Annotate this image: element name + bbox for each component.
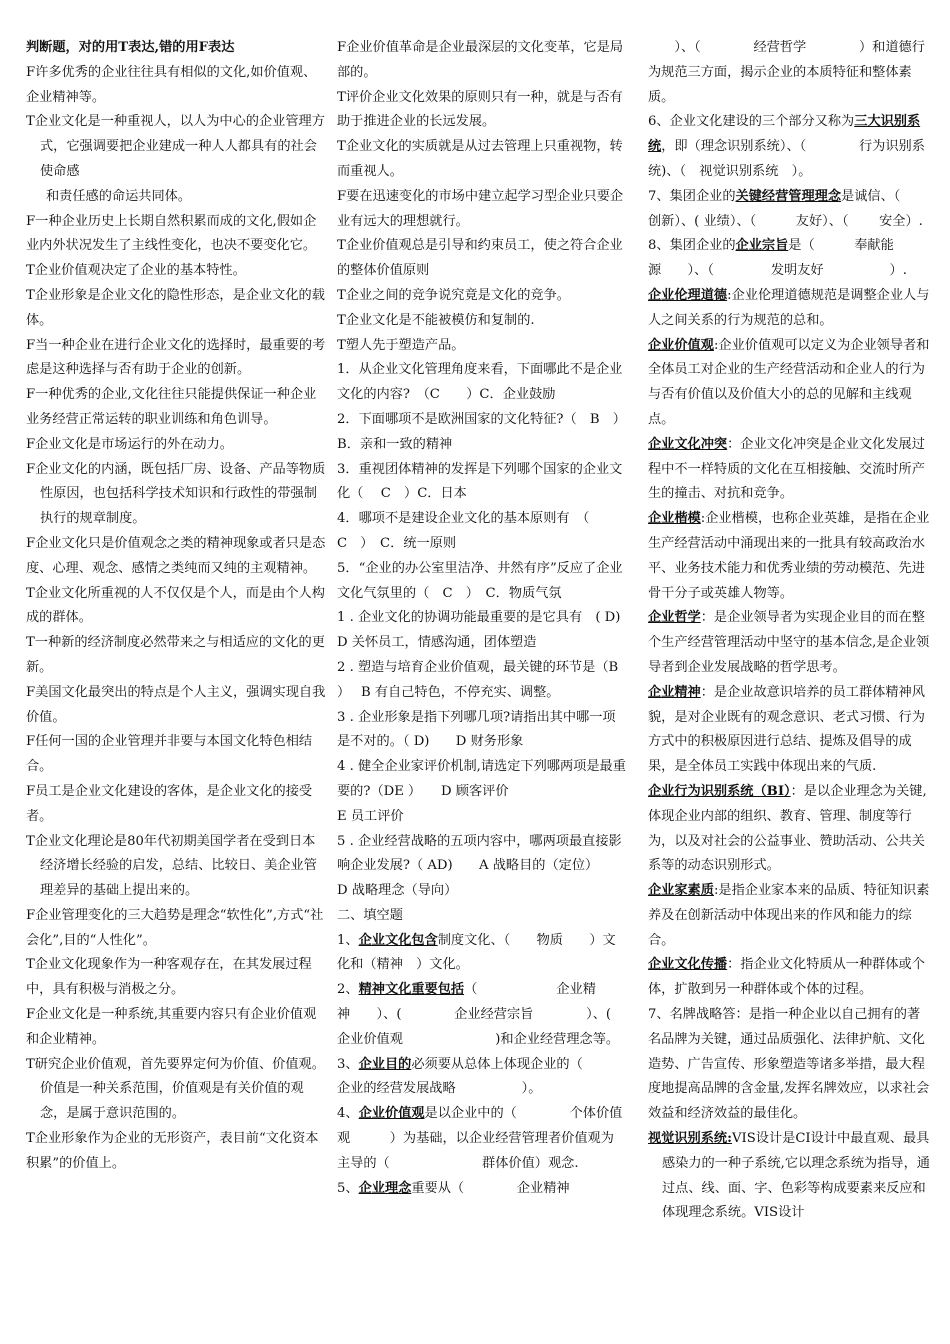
definition-term: 企业文化冲突 xyxy=(648,436,728,452)
tf-item: F企业文化是一种系统,其重要内容只有企业价值观和企业精神。 xyxy=(26,1007,317,1047)
definition: 企业哲学：是企业领导者为实现企业目的而在整个生产经营管理活动中坚守的基本信念,是企业领导者到企业发展战略的哲学思考。 xyxy=(648,610,930,675)
choice-question: 2．下面哪项不是欧洲国家的文化特征?（ B ） B．亲和一致的精神 xyxy=(337,411,633,452)
definition: 企业文化传播：指企业文化特质从一种群体或个体，扩散到另一种群体或个体的过程。 xyxy=(648,957,925,998)
definition: 企业价值观:企业价值观可以定义为企业领导者和全体员工对企业的生产经营活动和企业人的行为与否有价值以及价值大小的总的见解和主线观点。 xyxy=(648,337,930,427)
tf-item: T企业文化是一种重视人，以人为中心的企业管理方式，它强调要把企业建成一种人人都具有的社会使命感 xyxy=(26,114,325,179)
choice-question: 2 . 塑造与培育企业价值观，最关键的环节是（B ） B 有自己特色，不停充实、调整。 xyxy=(337,659,619,700)
choice-question: 5．“企业的办公室里洁净、井然有序”反应了企业文化气氛里的（ C ） C．物质气氛 xyxy=(337,560,623,601)
tf-item: F员工是企业文化建设的客体，是企业文化的接受者。 xyxy=(26,783,313,824)
definition-term: 企业哲学 xyxy=(648,610,701,626)
tf-item: T一种新的经济制度必然带来之与相适应的文化的更新。 xyxy=(26,635,325,675)
definition-term: 企业价值观 xyxy=(648,337,714,353)
fill-item: 3、企业目的必须要从总体上体现企业的（ 企业的经营发展战略 ）。 xyxy=(337,1056,636,1097)
tf-item: T企业文化理论是80年代初期美国学者在受到日本经济增长经验的启发，总结、比较日、美企业管理差异的基础上提出来的。 xyxy=(26,833,317,899)
definition: 企业家素质:是指企业家本来的品质、特征知识素养及在创新活动中体现出来的作风和能力的综合。 xyxy=(648,883,930,948)
tf-item: F企业文化是市场运行的外在动力。 xyxy=(26,436,233,452)
definition-term: 企业行为识别系统（BI） xyxy=(648,783,791,799)
definition: 企业楷模:企业楷模，也称企业英雄，是指在企业生产经营活动中涌现出来的一批具有较高政治水平、业务技术能力和优秀业绩的劳动模范、先进骨干分子或英雄人物等。 xyxy=(648,511,930,601)
choice-question: 1 . 企业文化的协调功能最重要的是它具有 ( D) D 关怀员工，情感沟通，团体塑造 xyxy=(337,610,647,651)
definition: 企业文化冲突：企业文化冲突是企业文化发展过程中不一样特质的文化在互相接触、交流时所产生的撞击、对抗和竞争。 xyxy=(648,436,925,502)
key-term: 企业目的 xyxy=(358,1056,412,1072)
definition-term: 企业文化传播 xyxy=(648,957,728,973)
tf-item: T研究企业价值观，首先要界定何为价值、价值观。价值是一种关系范围，价值观是有关价值的观念，是属于意识范围的。 xyxy=(26,1056,325,1122)
definition-term: 企业家素质 xyxy=(648,883,714,899)
tf-item: F一种优秀的企业,文化往往只能提供保证一种企业业务经营正常运转的职业训练和角色训导。 xyxy=(26,387,317,427)
fill-item: 7、集团企业的关键经营管理理念是诚信、（ 创新）、( 业绩）、（ 友好）、（ 安全）. xyxy=(648,188,931,229)
column-left xyxy=(26,36,328,1336)
choice-question: 4 . 健全企业家评价机制,请选定下列哪两项是最重要的?（DE ） D 顾客评价 xyxy=(337,759,626,799)
definition: 企业行为识别系统（BI）：是以企业理念为关键,体现企业内部的组织、教育、管理、制度等行为，以及对社会的公益事业、赞助活动、公共关系等的动态识别形式。 xyxy=(648,783,927,874)
fill-item: 4、企业价值观是以企业中的（ 个体价值观 ）为基础，以企业经营管理者价值观为主导的（ 群体价值）观念. xyxy=(337,1106,623,1171)
choice-question: 3．重视团体精神的发挥是下列哪个国家的企业文化（ C ）C．日本 xyxy=(337,461,623,502)
tf-item: T企业文化现象作为一种客观存在，在其发展过程中，具有积极与消极之分。 xyxy=(26,957,312,998)
true-false-heading: 判断题，对的用T表达,错的用F表达 xyxy=(26,40,235,55)
fill-item: 8、集团企业的企业宗旨是（ 奉献能源 ）、（ 发明友好 ）. xyxy=(648,238,907,279)
definition-term: 视觉识别系统: xyxy=(648,1131,732,1147)
choice-question: 3 . 企业形象是指下列哪几项?请指出其中哪一项是不对的。（ D) D 财务形象 xyxy=(337,709,616,750)
fill-item: 5、企业理念重要从（ 企业精神 xyxy=(337,1180,570,1196)
key-term: 关键经营管理理念 xyxy=(735,188,842,204)
choice-answer-continuation: E 员工评价 xyxy=(337,808,404,824)
choice-question: 5 . 企业经营战略的五项内容中，哪两项最直接影响企业发展?（ AD) A 战略目的（定位） D 战略理念（导向） xyxy=(337,833,622,899)
definition: 企业伦理道德:企业伦理道德规范是调整企业人与人之间关系的行为规范的总和。 xyxy=(648,287,930,328)
tf-item: T企业文化所重视的人不仅仅是个人，而是由个人构成的群体。 xyxy=(26,585,325,626)
fill-item: 1、企业文化包含制度文化、（ 物质 ）文化和（精神 ）文化。 xyxy=(337,932,616,973)
tf-item: F企业文化的内涵，既包括厂房、设备、产品等物质性原因，也包括科学技术知识和行政性的带强制执行的规章制度。 xyxy=(26,461,326,527)
key-term: 企业理念 xyxy=(358,1180,412,1196)
key-term: 企业价值观 xyxy=(358,1106,425,1122)
tf-item: F要在迅速变化的市场中建立起学习型企业只要企业有远大的理想就行。 xyxy=(337,188,624,229)
choice-question: 1．从企业文化管理角度来看，下面哪此不是企业文化的内容? （C ）C．企业鼓励 xyxy=(337,362,623,403)
column-right xyxy=(648,36,930,1336)
definition-term: 企业楷模 xyxy=(648,511,701,527)
key-term: 三大识别系统 xyxy=(648,114,921,155)
tf-item: F企业文化只是价值观念之类的精神现象或者只是态度、心理、观念、感情之类纯而又纯的主观精神。 xyxy=(26,535,326,576)
fill-item: 6、企业文化建设的三个部分又称为三大识别系统，即（理念识别系统）、（ 行为识别系统)、（ 视觉识别系统 ）。 xyxy=(648,114,925,179)
tf-item: F许多优秀的企业往往具有相似的文化,如价值观、企业精神等。 xyxy=(26,64,317,105)
tf-item: T企业文化是不能被模仿和复制的. xyxy=(337,312,535,328)
tf-item: F企业价值革命是企业最深层的文化变革，它是局部的。 xyxy=(337,40,624,80)
column-middle xyxy=(337,36,647,1336)
key-term: 企业文化包含 xyxy=(358,932,438,948)
definition: 企业精神：是企业故意识培养的员工群体精神风貌，是对企业既有的观念意识、老式习惯、行为方式中的积极原因进行总结、提炼及倡导的成果，是全体员工实践中体现出来的气质. xyxy=(648,684,925,775)
tf-item: T塑人先于塑造产品。 xyxy=(337,337,465,353)
tf-item: F美国文化最突出的特点是个人主义，强调实现自我价值。 xyxy=(26,684,326,725)
tf-item: T企业文化的实质就是从过去管理上只重视物，转而重视人。 xyxy=(337,139,623,179)
tf-item: F一种企业历史上长期自然积累而成的文化,假如企业内外状况发生了主线性变化，也决不要变化它。 xyxy=(26,213,317,254)
key-term: 企业宗旨 xyxy=(735,238,789,254)
definition-term: 企业伦理道德 xyxy=(648,287,728,303)
tf-item: F企业管理变化的三大趋势是理念“软性化”,方式“社会化”,目的“人性化”。 xyxy=(26,907,324,948)
definition-term: 企业精神 xyxy=(648,684,701,700)
tf-item: T企业形象作为企业的无形资产，表目前“文化资本积累”的价值上。 xyxy=(26,1131,319,1171)
fill-item-continuation: ）、（ 经营哲学 ）和道德行为规范三方面，揭示企业的本质特征和整体素质。 xyxy=(648,40,925,105)
definition: 视觉识别系统:VIS设计是CI设计中最直观、最具感染力的一种子系统,它以理念系统为指导，通过点、线、面、字、色彩等构成要素来反应和体现理念系统。VIS设计 xyxy=(648,1131,930,1221)
tf-item: F任何一国的企业管理并非要与本国文化特色相结合。 xyxy=(26,734,313,775)
brand-strategy-definition: 7、名牌战略答：是指一种企业以自己拥有的著名品牌为关键，通过品质强化、法律护航、文化造势、广告宣传、形象塑造等诸多举措，最大程度地提高品牌的含金量,发挥名牌效应，以求社会效益和经济效益的最佳化。 xyxy=(648,1007,930,1122)
tf-item-continuation: 和责任感的命运共同体。 xyxy=(46,188,192,204)
key-term: 精神文化重要包括 xyxy=(358,982,465,998)
tf-item: T企业价值观决定了企业的基本特性。 xyxy=(26,263,246,279)
fill-section-heading: 二、填空题 xyxy=(337,907,403,923)
tf-item: F当一种企业在进行企业文化的选择时，最重要的考虑是这种选择与否有助于企业的创新。 xyxy=(26,337,326,378)
tf-item: T评价企业文化效果的原则只有一种，就是与否有助于推进企业的长远发展。 xyxy=(337,89,623,130)
fill-item: 2、精神文化重要包括（ 企业精神 ）、( 企业经营宗旨 ）、( 企业价值观 )和企业经营理念等。 xyxy=(337,982,620,1047)
tf-item: T企业价值观总是引导和约束员工，使之符合企业的整体价值原则 xyxy=(337,238,623,279)
choice-question: 4．哪项不是建设企业文化的基本原则有 （ C ） C．统一原则 xyxy=(337,511,603,551)
tf-item: T企业之间的竞争说究竟是文化的竞争。 xyxy=(337,287,570,303)
tf-item: T企业形象是企业文化的隐性形态，是企业文化的载体。 xyxy=(26,287,325,328)
